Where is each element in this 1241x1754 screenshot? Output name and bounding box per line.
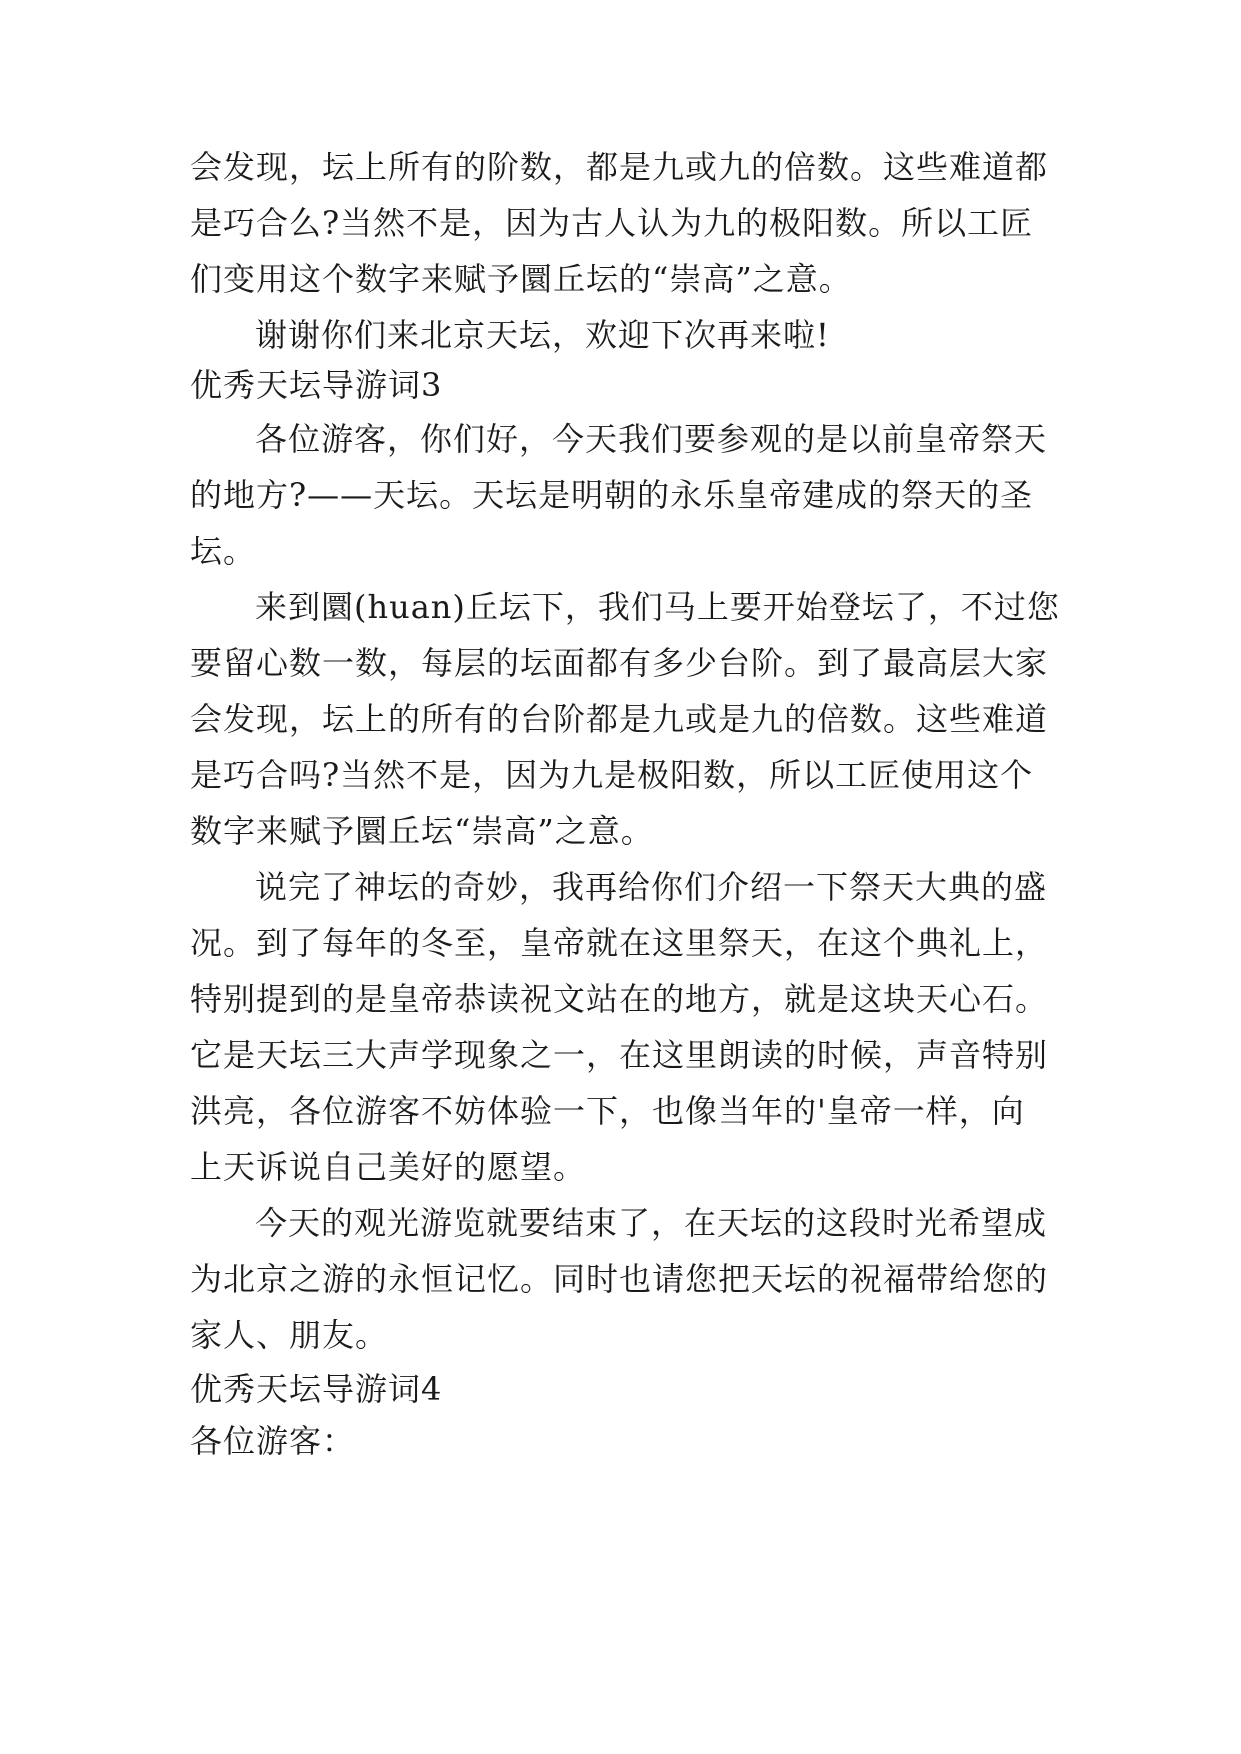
text-line: 况。到了每年的冬至，皇帝就在这里祭天，在这个典礼上， (190, 924, 1049, 962)
text-line: 说完了神坛的奇妙，我再给你们介绍一下祭天大典的盛 (255, 868, 1048, 906)
text-line: 谢谢你们来北京天坛，欢迎下次再来啦! (255, 316, 830, 354)
text-line: 会发现，坛上所有的阶数，都是九或九的倍数。这些难道都 (190, 148, 1049, 186)
text-line: 是巧合么?当然不是，因为古人认为九的极阳数。所以工匠 (190, 204, 1034, 242)
text-line: 洪亮，各位游客不妨体验一下，也像当年的'皇帝一样，向 (190, 1092, 1025, 1130)
text-line: 家人、朋友。 (190, 1316, 389, 1354)
text-line: 为北京之游的永恒记忆。同时也请您把天坛的祝福带给您的 (190, 1260, 1049, 1298)
section-heading: 优秀天坛导游词3 (190, 366, 443, 404)
text-line: 上天诉说自己美好的愿望。 (190, 1148, 587, 1186)
text-line: 特别提到的是皇帝恭读祝文站在的地方，就是这块天心石。 (190, 980, 1049, 1018)
text-line: 来到圜(huan)丘坛下，我们马上要开始登坛了，不过您 (255, 588, 1060, 626)
text-line: 它是天坛三大声学现象之一，在这里朗读的时候，声音特别 (190, 1036, 1049, 1074)
text-line: 今天的观光游览就要结束了，在天坛的这段时光希望成 (255, 1204, 1048, 1242)
text-line: 会发现，坛上的所有的台阶都是九或是九的倍数。这些难道 (190, 700, 1049, 738)
text-line: 要留心数一数，每层的坛面都有多少台阶。到了最高层大家 (190, 644, 1049, 682)
text-line: 坛。 (190, 532, 257, 570)
text-line: 们变用这个数字来赋予圜丘坛的“崇高”之意。 (190, 260, 852, 298)
text-line: 数字来赋予圜丘坛“崇高”之意。 (190, 812, 654, 850)
text-line: 的地方?——天坛。天坛是明朝的永乐皇帝建成的祭天的圣 (190, 476, 1034, 514)
text-line: 是巧合吗?当然不是，因为九是极阳数，所以工匠使用这个 (190, 756, 1034, 794)
section-heading: 优秀天坛导游词4 (190, 1370, 443, 1408)
text-line: 各位游客，你们好，今天我们要参观的是以前皇帝祭天 (255, 420, 1048, 458)
text-line: 各位游客： (190, 1422, 356, 1460)
